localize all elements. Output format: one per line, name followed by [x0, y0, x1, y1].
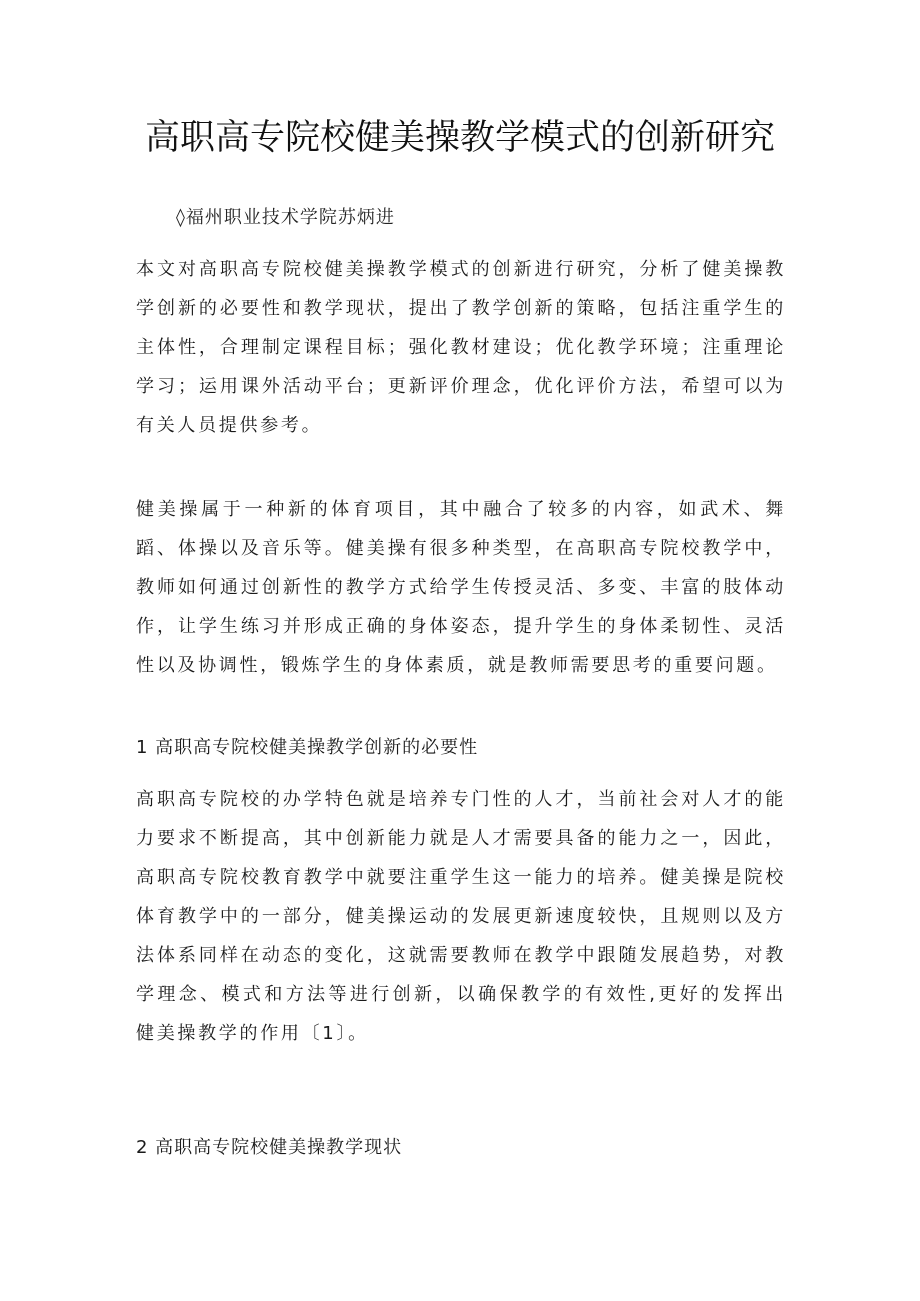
section-2-heading: 2 高职高专院校健美操教学现状 — [136, 1137, 403, 1158]
section-1-paragraph: 高职高专院校的办学特色就是培养专门性的人才，当前社会对人才的能力要求不断提高，其中创新能力就是人才需要具备的能力之一，因此，高职高专院校教育教学中就要注重学生这一能力的培养。健美操是院校体育教学中的一部分，健美操运动的发展更新速度较快，且规则以及方法体系同样在动态的变化，这就需要教师在教学中跟随发展趋势，对教学理念、模式和方法等进行创新，以确保教学的有效性,更好的发挥出健美操教学的作用〔1〕。 — [136, 789, 786, 1044]
intro-paragraph: 健美操属于一种新的体育项目，其中融合了较多的内容，如武术、舞蹈、体操以及音乐等。健美操有很多种类型，在高职高专院校教学中，教师如何通过创新性的教学方式给学生传授灵活、多变、丰富的肢体动作，让学生练习并形成正确的身体姿态，提升学生的身体柔韧性、灵活性以及协调性，锻炼学生的身体素质，就是教师需要思考的重要问题。 — [136, 499, 786, 676]
abstract-paragraph: 本文对高职高专院校健美操教学模式的创新进行研究，分析了健美操教学创新的必要性和教学现状，提出了教学创新的策略，包括注重学生的主体性，合理制定课程目标；强化教材建设；优化教学环境；注重理论学习；运用课外活动平台；更新评价理念，优化评价方法，希望可以为有关人员提供参考。 — [136, 259, 786, 436]
author-byline: ◊福州职业技术学院苏炳进 — [176, 207, 395, 228]
section-1-heading: 1 高职高专院校健美操教学创新的必要性 — [136, 737, 479, 758]
document-title: 高职高专院校健美操教学模式的创新研究 — [144, 118, 775, 158]
